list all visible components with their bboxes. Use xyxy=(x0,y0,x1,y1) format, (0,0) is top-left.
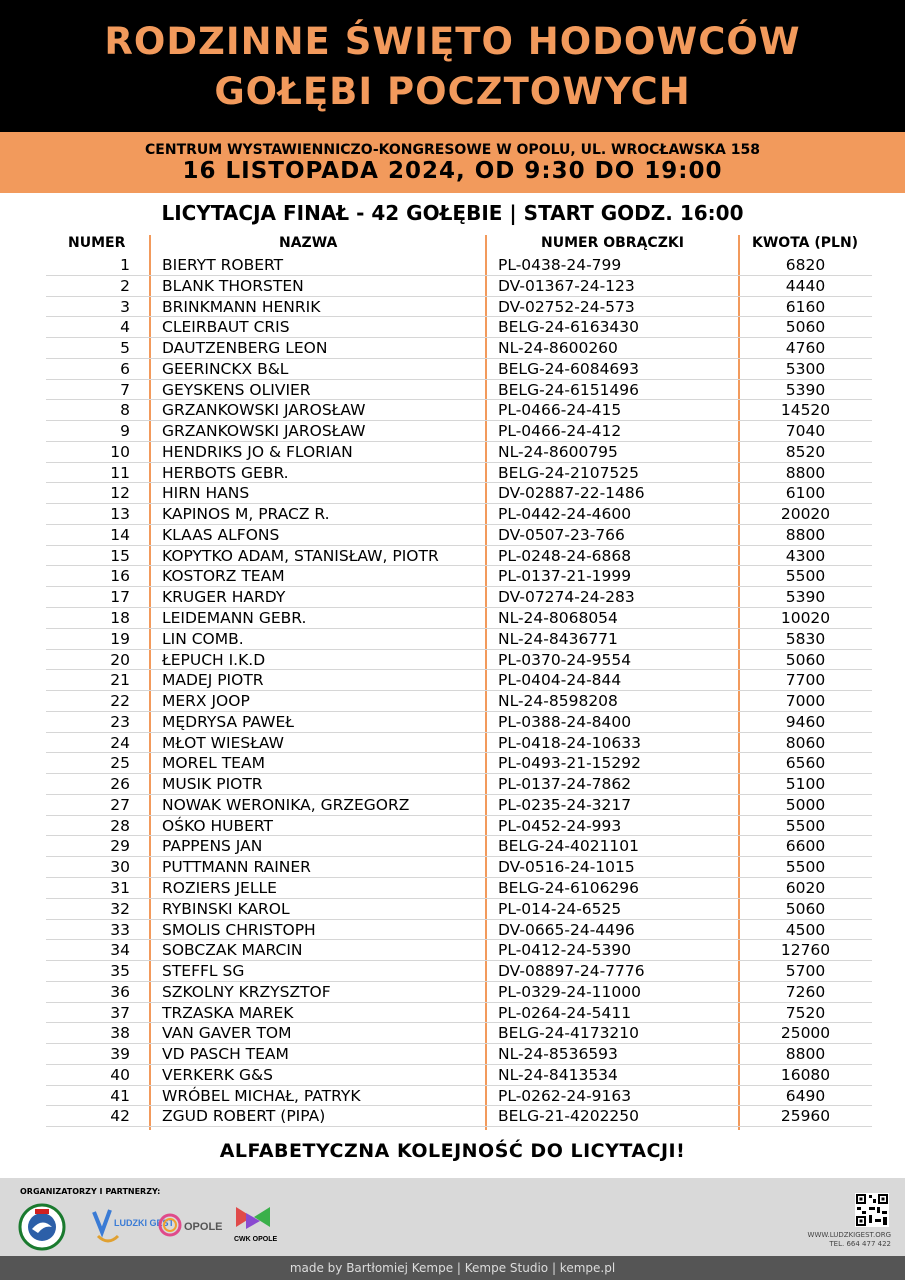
row-number: 25 xyxy=(110,754,130,773)
amount: 5500 xyxy=(785,816,826,835)
contact-info xyxy=(808,1231,891,1249)
row-number: 21 xyxy=(110,671,130,690)
website-link[interactable]: WWW.LUDZKIGEST.ORG xyxy=(807,1231,891,1239)
row-number: 4 xyxy=(120,318,130,337)
amount: 7040 xyxy=(785,422,826,441)
ring-number: BELG-24-6106296 xyxy=(498,878,640,897)
bidder-name: NOWAK WERONIKA, GRZEGORZ xyxy=(162,795,410,814)
amount: 8800 xyxy=(785,1045,826,1064)
bidder-name: KOPYTKO ADAM, STANISŁAW, PIOTR xyxy=(162,546,439,565)
table-row xyxy=(46,940,872,961)
ring-number: NL-24-8413534 xyxy=(498,1065,618,1084)
amount: 6560 xyxy=(785,754,826,773)
row-number: 34 xyxy=(110,941,130,960)
amount: 5500 xyxy=(785,858,826,877)
table-row xyxy=(46,753,872,774)
amount: 5060 xyxy=(785,899,826,918)
ring-number: BELG-24-2107525 xyxy=(498,463,640,482)
row-number: 32 xyxy=(110,899,130,918)
bidder-name: GEYSKENS OLIVIER xyxy=(162,380,311,399)
bidder-name: MĘDRYSA PAWEŁ xyxy=(162,712,294,731)
table-row xyxy=(46,650,872,671)
ring-number: PL-0388-24-8400 xyxy=(498,712,632,731)
opole-text: OPOLE xyxy=(184,1221,223,1233)
ring-number: PL-0370-24-9554 xyxy=(498,650,632,669)
bidder-name: BLANK THORSTEN xyxy=(162,276,304,295)
amount: 5830 xyxy=(785,629,826,648)
bidder-name: GRZANKOWSKI JAROSŁAW xyxy=(162,422,366,441)
bidder-name: HIRN HANS xyxy=(162,484,250,503)
bidder-name: BIERYT ROBERT xyxy=(162,256,284,274)
table-row xyxy=(46,359,872,380)
bidder-name: HENDRIKS JO & FLORIAN xyxy=(162,442,353,461)
amount: 5060 xyxy=(785,650,826,669)
bidder-name: RYBINSKI KAROL xyxy=(162,899,290,918)
amount: 4300 xyxy=(785,546,826,565)
ring-number: PL-0262-24-9163 xyxy=(498,1086,632,1105)
table-row xyxy=(46,297,872,318)
ring-number: PL-0452-24-993 xyxy=(498,816,622,835)
table-row xyxy=(46,442,872,463)
cwk-logo-icon xyxy=(232,1203,278,1245)
ring-number: BELG-24-6163430 xyxy=(498,318,640,337)
amount: 6600 xyxy=(785,837,826,856)
row-number: 29 xyxy=(110,837,130,856)
amount: 5300 xyxy=(785,359,826,378)
bidder-name: VERKERK G&S xyxy=(162,1065,273,1084)
bidder-name: MADEJ PIOTR xyxy=(162,671,264,690)
amount: 5100 xyxy=(785,775,826,794)
table-row xyxy=(46,795,872,816)
table-row xyxy=(46,691,872,712)
bidder-name: KOSTORZ TEAM xyxy=(162,567,285,586)
qr-code-icon[interactable] xyxy=(855,1193,889,1227)
amount: 20020 xyxy=(780,505,831,524)
table-row xyxy=(46,920,872,941)
header-obraczka: NUMER OBRĄCZKI xyxy=(541,235,684,251)
amount: 5390 xyxy=(785,588,826,607)
cwk-text: CWK OPOLE xyxy=(234,1236,278,1243)
order-note: ALFABETYCZNA KOLEJNOŚĆ DO LICYTACJI! xyxy=(219,1140,686,1162)
bidder-name: SOBCZAK MARCIN xyxy=(162,941,303,960)
venue-text: CENTRUM WYSTAWIENNICZO-KONGRESOWE W OPOLU, UL. WROCŁAWSKA 158 xyxy=(145,142,760,158)
title-line-2: GOŁĘBI POCZTOWYCH xyxy=(214,70,691,113)
amount: 7260 xyxy=(785,982,826,1001)
table-row xyxy=(46,483,872,504)
table-row xyxy=(46,608,872,629)
bidder-name: HERBOTS GEBR. xyxy=(162,463,289,482)
bidder-name: MUSIK PIOTR xyxy=(162,775,263,794)
row-number: 35 xyxy=(110,962,130,981)
event-date: 16 LISTOPADA 2024, OD 9:30 DO 19:00 xyxy=(182,158,723,184)
table-row xyxy=(46,670,872,691)
bidder-name: WRÓBEL MICHAŁ, PATRYK xyxy=(162,1086,361,1105)
table-row xyxy=(46,276,872,297)
row-number: 1 xyxy=(120,256,130,274)
table-row xyxy=(46,899,872,920)
ring-number: NL-24-8068054 xyxy=(498,609,618,628)
table-row xyxy=(46,774,872,795)
table-row xyxy=(46,504,872,525)
bidder-name: TRZASKA MAREK xyxy=(162,1003,294,1022)
credits-bar: made by Bartłomiej Kempe | Kempe Studio | kempe.pl xyxy=(0,1256,905,1280)
table-row xyxy=(46,878,872,899)
row-number: 42 xyxy=(110,1107,130,1126)
row-number: 18 xyxy=(110,609,130,628)
table-row xyxy=(46,1023,872,1044)
table-row xyxy=(46,629,872,650)
row-number: 22 xyxy=(110,692,130,711)
bidder-name: BRINKMANN HENRIK xyxy=(162,297,321,316)
amount: 8060 xyxy=(785,733,826,752)
amount: 9460 xyxy=(785,712,826,731)
row-number: 7 xyxy=(120,380,130,399)
ring-number: BELG-21-4202250 xyxy=(498,1107,640,1126)
row-number: 14 xyxy=(110,525,130,544)
row-number: 26 xyxy=(110,775,130,794)
table-row xyxy=(46,1044,872,1065)
row-number: 39 xyxy=(110,1045,130,1064)
bidder-name: STEFFL SG xyxy=(162,962,245,981)
amount: 4500 xyxy=(785,920,826,939)
header-numer: NUMER xyxy=(68,235,126,251)
ring-number: BELG-24-6084693 xyxy=(498,359,640,378)
ring-number: BELG-24-6151496 xyxy=(498,380,640,399)
amount: 25000 xyxy=(780,1024,831,1043)
row-number: 36 xyxy=(110,982,130,1001)
amount: 5000 xyxy=(785,795,826,814)
auction-subtitle: LICYTACJA FINAŁ - 42 GOŁĘBIE | START GODZ. 16:00 xyxy=(161,201,744,225)
bidder-name: KLAAS ALFONS xyxy=(162,525,280,544)
row-number: 24 xyxy=(110,733,130,752)
amount: 6160 xyxy=(785,297,826,316)
ring-number: PL-0442-24-4600 xyxy=(498,505,632,524)
amount: 6020 xyxy=(785,878,826,897)
bidder-name: VAN GAVER TOM xyxy=(162,1024,292,1043)
ring-number: PL-0412-24-5390 xyxy=(498,941,632,960)
bidder-name: PUTTMANN RAINER xyxy=(162,858,311,877)
amount: 5500 xyxy=(785,567,826,586)
ring-number: PL-0438-24-799 xyxy=(498,256,622,274)
bidder-name: MERX JOOP xyxy=(162,692,250,711)
amount: 8800 xyxy=(785,463,826,482)
ring-number: PL-0418-24-10633 xyxy=(498,733,641,752)
table-row xyxy=(46,255,872,276)
bidder-name: GEERINCKX B&L xyxy=(162,359,289,378)
bidder-name: KAPINOS M, PRACZ R. xyxy=(162,505,330,524)
bidder-name: SZKOLNY KRZYSZTOF xyxy=(162,982,331,1001)
table-row xyxy=(46,1003,872,1024)
ring-number: DV-02887-22-1486 xyxy=(498,484,645,503)
ring-number: DV-08897-24-7776 xyxy=(498,962,645,981)
bidder-name: OŚKO HUBERT xyxy=(162,816,274,835)
row-number: 16 xyxy=(110,567,130,586)
amount: 6490 xyxy=(785,1086,826,1105)
amount: 5060 xyxy=(785,318,826,337)
ring-number: DV-0516-24-1015 xyxy=(498,858,635,877)
amount: 10020 xyxy=(780,609,831,628)
bidder-name: GRZANKOWSKI JAROSŁAW xyxy=(162,401,366,420)
bidder-name: CLEIRBAUT CRIS xyxy=(162,318,290,337)
row-number: 27 xyxy=(110,795,130,814)
row-number: 20 xyxy=(110,650,130,669)
table-row xyxy=(46,1106,872,1127)
amount: 5700 xyxy=(785,962,826,981)
bidder-name: ROZIERS JELLE xyxy=(162,878,277,897)
table-row xyxy=(46,816,872,837)
ring-number: BELG-24-4021101 xyxy=(498,837,640,856)
row-number: 17 xyxy=(110,588,130,607)
ring-number: PL-014-24-6525 xyxy=(498,899,622,918)
association-logo-icon xyxy=(18,1203,66,1251)
row-number: 11 xyxy=(110,463,130,482)
row-number: 6 xyxy=(120,359,130,378)
table-row xyxy=(46,421,872,442)
bidder-name: DAUTZENBERG LEON xyxy=(162,339,328,358)
table-row xyxy=(46,380,872,401)
ring-number: PL-0235-24-3217 xyxy=(498,795,632,814)
ring-number: DV-0665-24-4496 xyxy=(498,920,635,939)
table-row xyxy=(46,733,872,754)
ring-number: PL-0329-24-11000 xyxy=(498,982,641,1001)
row-number: 33 xyxy=(110,920,130,939)
organizers-label: ORGANIZATORZY I PARTNERZY: xyxy=(20,1187,161,1196)
ring-number: PL-0493-21-15292 xyxy=(498,754,641,773)
row-number: 28 xyxy=(110,816,130,835)
row-number: 37 xyxy=(110,1003,130,1022)
ring-number: DV-01367-24-123 xyxy=(498,276,635,295)
table-row xyxy=(46,317,872,338)
row-number: 3 xyxy=(120,297,130,316)
row-number: 9 xyxy=(120,422,130,441)
table-row xyxy=(46,400,872,421)
ring-number: NL-24-8536593 xyxy=(498,1045,618,1064)
bidder-name: KRUGER HARDY xyxy=(162,588,286,607)
table-body xyxy=(46,255,872,1127)
table-row xyxy=(46,857,872,878)
ring-number: NL-24-8598208 xyxy=(498,692,618,711)
table-row xyxy=(46,546,872,567)
table-row xyxy=(46,338,872,359)
amount: 5390 xyxy=(785,380,826,399)
table-row xyxy=(46,525,872,546)
row-number: 19 xyxy=(110,629,130,648)
amount: 14520 xyxy=(780,401,831,420)
amount: 7520 xyxy=(785,1003,826,1022)
header-kwota: KWOTA (PLN) xyxy=(752,235,859,251)
bidder-name: ZGUD ROBERT (PIPA) xyxy=(162,1107,326,1126)
amount: 25960 xyxy=(780,1107,831,1126)
table-row xyxy=(46,1086,872,1107)
amount: 12760 xyxy=(780,941,831,960)
table-row xyxy=(46,836,872,857)
ring-number: NL-24-8600260 xyxy=(498,339,618,358)
amount: 7000 xyxy=(785,692,826,711)
table-row xyxy=(46,1065,872,1086)
ring-number: PL-0248-24-6868 xyxy=(498,546,632,565)
row-number: 10 xyxy=(110,442,130,461)
ring-number: PL-0137-24-7862 xyxy=(498,775,632,794)
amount: 4760 xyxy=(785,339,826,358)
ring-number: PL-0137-21-1999 xyxy=(498,567,632,586)
ring-number: DV-0507-23-766 xyxy=(498,525,625,544)
ring-number: PL-0466-24-412 xyxy=(498,422,622,441)
row-number: 8 xyxy=(120,401,130,420)
bidder-name: LEIDEMANN GEBR. xyxy=(162,609,307,628)
row-number: 38 xyxy=(110,1024,130,1043)
ring-number: DV-07274-24-283 xyxy=(498,588,635,607)
bidder-name: VD PASCH TEAM xyxy=(162,1045,289,1064)
amount: 6820 xyxy=(785,256,826,274)
amount: 4440 xyxy=(785,276,826,295)
row-number: 5 xyxy=(120,339,130,358)
ring-number: PL-0404-24-844 xyxy=(498,671,622,690)
bidder-name: MŁOT WIESŁAW xyxy=(162,733,285,752)
bidder-name: PAPPENS JAN xyxy=(162,837,263,856)
row-number: 13 xyxy=(110,505,130,524)
ludzki-gest-text: LUDZKI GEST xyxy=(114,1218,174,1228)
ring-number: NL-24-8600795 xyxy=(498,442,618,461)
table-row xyxy=(46,566,872,587)
ring-number: PL-0466-24-415 xyxy=(498,401,622,420)
row-number: 30 xyxy=(110,858,130,877)
table-header xyxy=(46,233,872,255)
table-row xyxy=(46,712,872,733)
auction-table xyxy=(46,233,872,1127)
amount: 7700 xyxy=(785,671,826,690)
ring-number: DV-02752-24-573 xyxy=(498,297,635,316)
ring-number: NL-24-8436771 xyxy=(498,629,618,648)
bidder-name: ŁEPUCH I.K.D xyxy=(162,650,266,669)
ring-number: PL-0264-24-5411 xyxy=(498,1003,632,1022)
ring-number: BELG-24-4173210 xyxy=(498,1024,640,1043)
phone-number: TEL. 664 477 422 xyxy=(829,1240,891,1248)
row-number: 2 xyxy=(120,276,130,295)
table-row xyxy=(46,463,872,484)
table-row xyxy=(46,961,872,982)
opole-logo-icon xyxy=(157,1212,223,1238)
row-number: 40 xyxy=(110,1065,130,1084)
row-number: 41 xyxy=(110,1086,130,1105)
row-number: 12 xyxy=(110,484,130,503)
row-number: 31 xyxy=(110,878,130,897)
bidder-name: LIN COMB. xyxy=(162,629,244,648)
row-number: 23 xyxy=(110,712,130,731)
table-row xyxy=(46,587,872,608)
row-number: 15 xyxy=(110,546,130,565)
amount: 8520 xyxy=(785,442,826,461)
amount: 8800 xyxy=(785,525,826,544)
table-row xyxy=(46,982,872,1003)
amount: 16080 xyxy=(780,1065,831,1084)
amount: 6100 xyxy=(785,484,826,503)
ludzki-gest-logo-icon xyxy=(88,1202,174,1248)
bidder-name: MOREL TEAM xyxy=(162,754,265,773)
header-nazwa: NAZWA xyxy=(279,235,338,251)
title-line-1: RODZINNE ŚWIĘTO HODOWCÓW xyxy=(104,20,801,63)
bidder-name: SMOLIS CHRISTOPH xyxy=(162,920,316,939)
